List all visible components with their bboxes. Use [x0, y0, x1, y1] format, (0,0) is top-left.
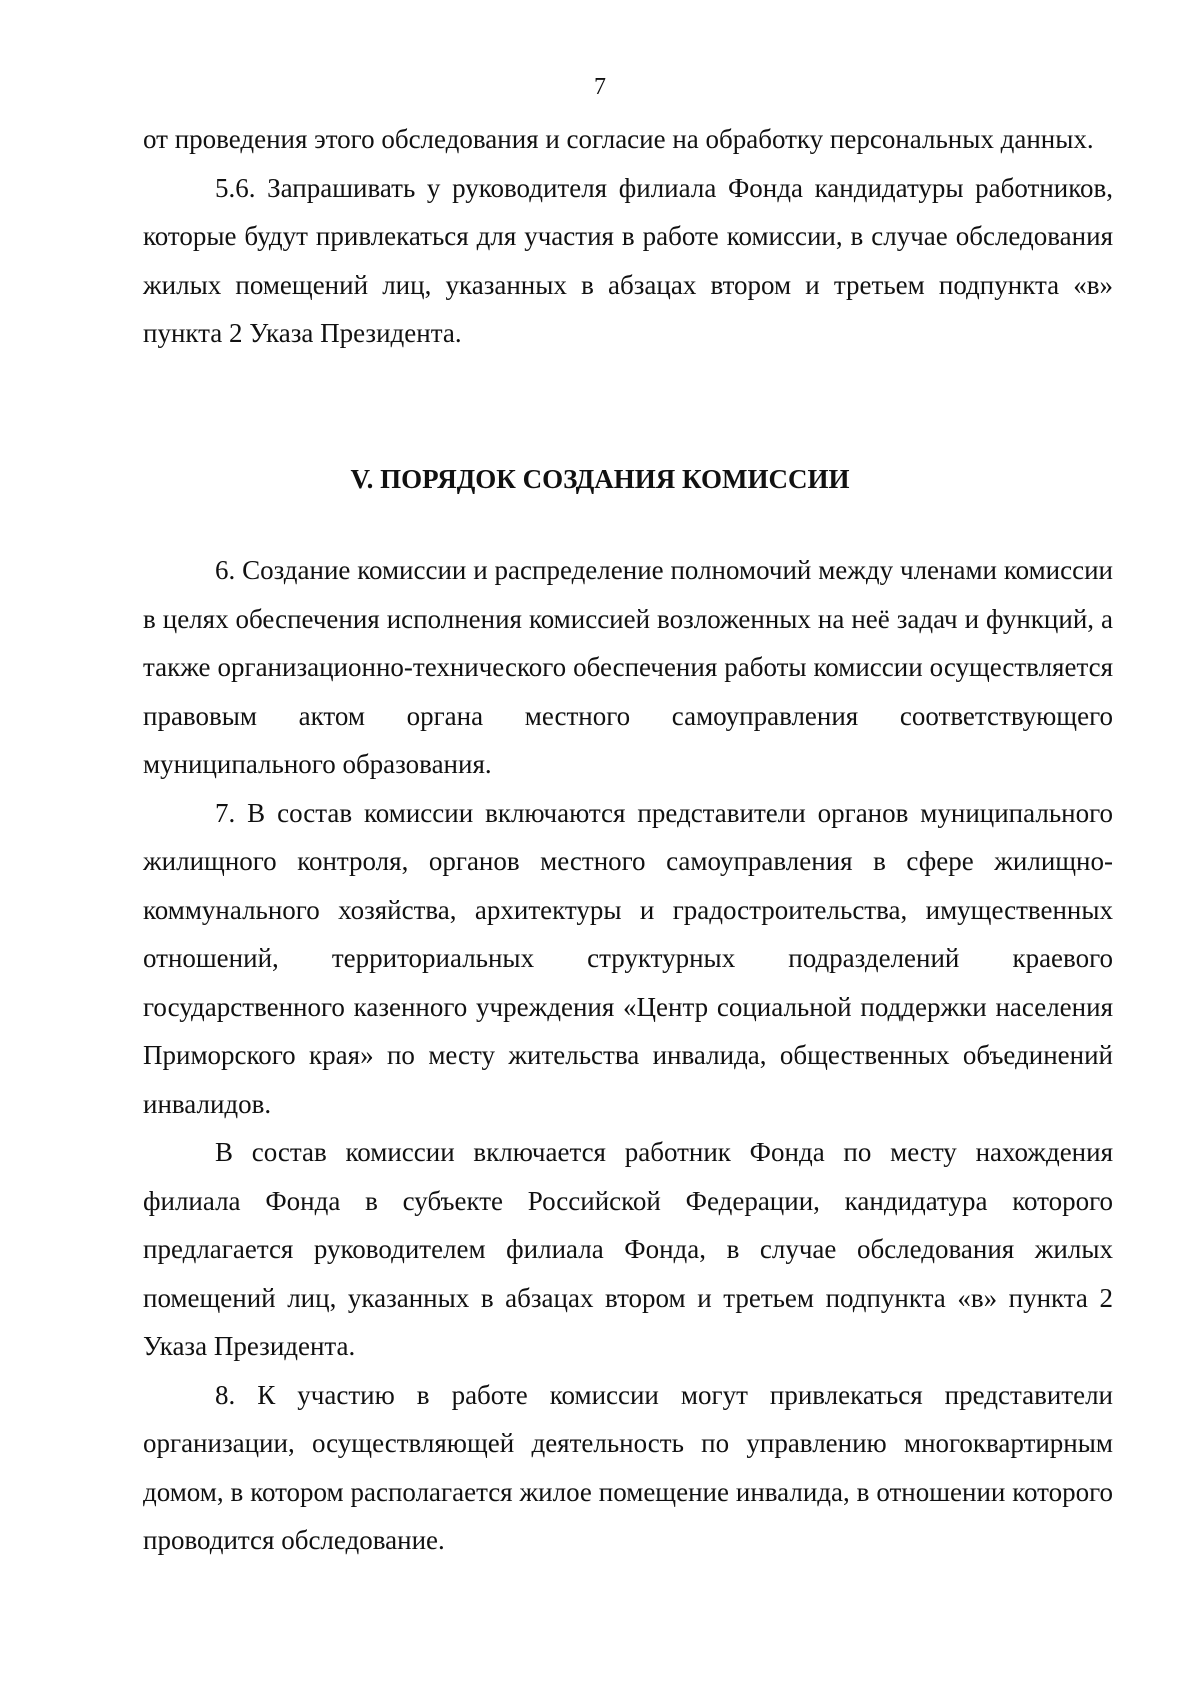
- paragraph-6: 6. Создание комиссии и распределение полномочий между членами комиссии в целях обеспечения исполнения комиссией возложенных на неё задач и функций, а также организационно-технического обеспечения работы комиссии осуществляется правовым актом органа местного самоуправления соответствующего муниципального образования.: [143, 555, 1113, 779]
- paragraph-5-6: 5.6. Запрашивать у руководителя филиала Фонда кандидатуры работников, которые будут привлекаться для участия в работе комиссии, в случае обследования жилых помещений лиц, указанных в абзацах втором и третьем подпункта «в» пункта 2 Указа Президента.: [143, 172, 1113, 348]
- text-block-bottom: [143, 546, 1113, 1565]
- section-heading: V. ПОРЯДОК СОЗДАНИЯ КОМИССИИ: [350, 464, 850, 494]
- paragraph-continuation: от проведения этого обследования и согласие на обработку персональных данных.: [143, 124, 1094, 154]
- paragraph-7: 7. В состав комиссии включаются представители органов муниципального жилищного контроля, органов местного самоуправления в сфере жилищно-коммунального хозяйства, архитектуры и градостроительства, имущественных отношений, территориальных структурных подразделений краевого государственного казенного учреждения «Центр социальной поддержки населения Приморского края» по месту жительства инвалида, общественных объединений инвалидов.: [143, 797, 1113, 1119]
- text-block-top: [143, 115, 1113, 358]
- page-number: 7: [594, 74, 606, 100]
- paragraph-7-fund-employee: В состав комиссии включается работник Фонда по месту нахождения филиала Фонда в субъекте Российской Федерации, кандидатура которого предлагается руководителем филиала Фонда, в случае обследования жилых помещений лиц, указанных в абзацах втором и третьем подпункта «в» пункта 2 Указа Президента.: [143, 1137, 1113, 1361]
- paragraph-8: 8. К участию в работе комиссии могут привлекаться представители организации, осуществляющей деятельность по управлению многоквартирным домом, в котором располагается жилое помещение инвалида, в отношении которого проводится обследование.: [143, 1379, 1113, 1555]
